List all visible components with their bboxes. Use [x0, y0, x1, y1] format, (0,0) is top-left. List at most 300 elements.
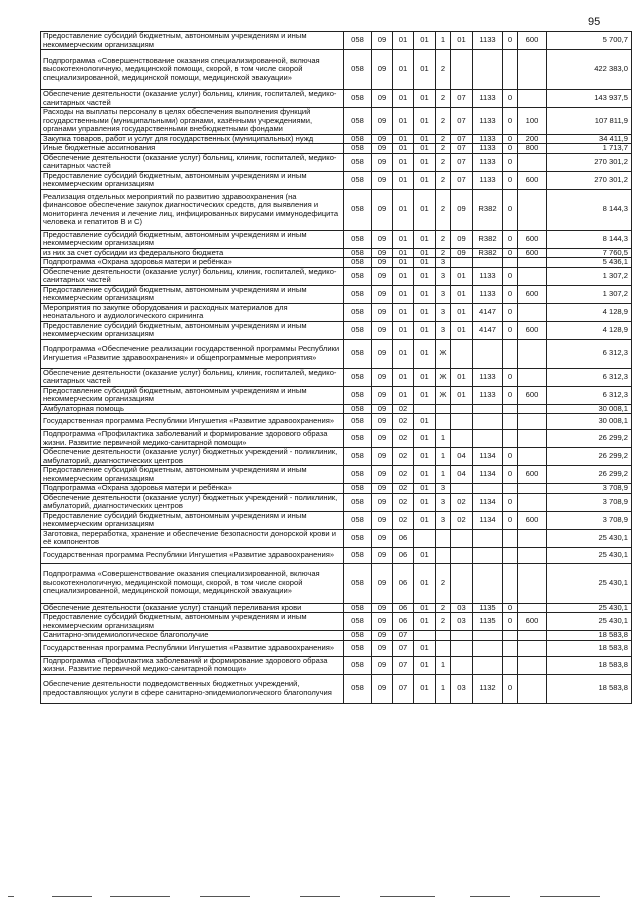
row-razdel: 09: [372, 267, 393, 285]
row-ved: 058: [344, 511, 372, 529]
row-direction: 1133: [473, 90, 503, 108]
row-sum: 270 301,2: [547, 153, 632, 171]
row-subprogram: 1: [436, 466, 451, 484]
row-name: Предоставление субсидий бюджетным, автономным учреждениям и иным некоммерческим организациям: [41, 171, 344, 189]
row-razdel: 09: [372, 404, 393, 414]
row-expense-type: [518, 414, 547, 430]
row-razdel: 09: [372, 248, 393, 258]
row-name: Предоставление субсидий бюджетным, автономным учреждениям и иным некоммерческим организациям: [41, 321, 344, 339]
row-expense-type: [518, 563, 547, 603]
row-sum: 107 811,9: [547, 108, 632, 135]
row-subprogram: 2: [436, 189, 451, 230]
row-program: 01: [414, 321, 436, 339]
table-row: [41, 547, 632, 563]
row-direction: [473, 50, 503, 90]
row-direction-suffix: 0: [503, 267, 518, 285]
row-name: Закупка товаров, работ и услуг для государственных (муниципальных) нужд: [41, 134, 344, 144]
row-main-event: 04: [451, 448, 473, 466]
row-main-event: 03: [451, 613, 473, 631]
page-number: 95: [588, 16, 601, 28]
row-sum: 4 128,9: [547, 321, 632, 339]
row-main-event: [451, 563, 473, 603]
row-program: 01: [414, 50, 436, 90]
row-podrazdel: 01: [393, 108, 414, 135]
row-name: Предоставление субсидий бюджетным, автономным учреждениям и иным некоммерческим организациям: [41, 511, 344, 529]
table-row: [41, 529, 632, 547]
row-direction-suffix: [503, 631, 518, 641]
row-program: 01: [414, 386, 436, 404]
row-direction-suffix: 0: [503, 144, 518, 154]
table-row: [41, 631, 632, 641]
row-expense-type: [518, 153, 547, 171]
row-expense-type: 600: [518, 32, 547, 50]
row-direction-suffix: [503, 430, 518, 448]
footer-dash: [8, 896, 14, 897]
row-expense-type: 100: [518, 108, 547, 135]
table-row: [41, 134, 632, 144]
row-podrazdel: 06: [393, 613, 414, 631]
row-name: Реализация отдельных мероприятий по развитию здравоохранения (на финансовое обеспечение закупок диагностических средств, для выявления и мониторинга лечения и лечение лиц, инфицированных вирусами иммунодефицита человека и гепатитов В и С): [41, 189, 344, 230]
row-name: Обеспечение деятельности подведомственных бюджетных учреждений, предоставляющих услуги в сфере санитарно-эпидемиологического благополучия: [41, 674, 344, 703]
row-name: Обеспечение деятельности (оказание услуг) больниц, клиник, госпиталей, медико-санитарных частей: [41, 267, 344, 285]
row-expense-type: [518, 267, 547, 285]
row-ved: 058: [344, 90, 372, 108]
footer-dash: [52, 896, 92, 897]
row-ved: 058: [344, 258, 372, 268]
row-main-event: 07: [451, 153, 473, 171]
row-name: Обеспечение деятельности (оказание услуг) бюджетных учреждений - поликлиник, амбулаторий, диагностических центров: [41, 493, 344, 511]
row-ved: 058: [344, 368, 372, 386]
row-podrazdel: 01: [393, 267, 414, 285]
row-main-event: 01: [451, 386, 473, 404]
footer-dash: [380, 896, 435, 897]
row-podrazdel: 01: [393, 303, 414, 321]
row-subprogram: [436, 414, 451, 430]
row-expense-type: [518, 258, 547, 268]
row-razdel: 09: [372, 448, 393, 466]
row-direction-suffix: 0: [503, 511, 518, 529]
row-subprogram: Ж: [436, 386, 451, 404]
table-row: [41, 153, 632, 171]
row-direction-suffix: [503, 656, 518, 674]
row-podrazdel: 02: [393, 414, 414, 430]
row-subprogram: 2: [436, 108, 451, 135]
row-podrazdel: 02: [393, 511, 414, 529]
row-direction-suffix: [503, 563, 518, 603]
row-direction-suffix: 0: [503, 466, 518, 484]
row-expense-type: 800: [518, 144, 547, 154]
row-razdel: 09: [372, 90, 393, 108]
row-razdel: 09: [372, 613, 393, 631]
row-name: Государственная программа Республики Ингушетия «Развитие здравоохранения»: [41, 414, 344, 430]
row-direction: 1134: [473, 448, 503, 466]
row-expense-type: 600: [518, 285, 547, 303]
row-name: Амбулаторная помощь: [41, 404, 344, 414]
row-program: 01: [414, 563, 436, 603]
row-subprogram: 2: [436, 144, 451, 154]
footer-dash: [110, 896, 170, 897]
row-direction: 1132: [473, 674, 503, 703]
row-razdel: 09: [372, 529, 393, 547]
table-row: [41, 430, 632, 448]
row-program: 01: [414, 640, 436, 656]
row-sum: 1 307,2: [547, 267, 632, 285]
row-razdel: 09: [372, 466, 393, 484]
row-direction-suffix: [503, 547, 518, 563]
table-row: [41, 603, 632, 613]
row-podrazdel: 02: [393, 404, 414, 414]
row-direction-suffix: [503, 50, 518, 90]
row-program: 01: [414, 267, 436, 285]
row-sum: 25 430,1: [547, 547, 632, 563]
row-main-event: [451, 529, 473, 547]
row-program: 01: [414, 153, 436, 171]
table-row: [41, 404, 632, 414]
row-ved: 058: [344, 171, 372, 189]
row-direction: [473, 404, 503, 414]
row-subprogram: [436, 404, 451, 414]
row-program: 01: [414, 134, 436, 144]
row-main-event: 02: [451, 511, 473, 529]
row-direction-suffix: 0: [503, 368, 518, 386]
row-main-event: 01: [451, 321, 473, 339]
row-expense-type: 600: [518, 511, 547, 529]
row-name: Предоставление субсидий бюджетным, автономным учреждениям и иным некоммерческим организациям: [41, 230, 344, 248]
row-direction-suffix: 0: [503, 32, 518, 50]
row-sum: 34 411,9: [547, 134, 632, 144]
row-ved: 058: [344, 529, 372, 547]
row-ved: 058: [344, 230, 372, 248]
row-main-event: [451, 430, 473, 448]
row-program: 01: [414, 448, 436, 466]
row-expense-type: [518, 656, 547, 674]
row-sum: 26 299,2: [547, 448, 632, 466]
row-direction: [473, 563, 503, 603]
row-ved: 058: [344, 656, 372, 674]
row-subprogram: 1: [436, 32, 451, 50]
row-sum: 422 383,0: [547, 50, 632, 90]
row-program: 01: [414, 285, 436, 303]
table-row: [41, 108, 632, 135]
row-program: 01: [414, 466, 436, 484]
row-direction: 1133: [473, 108, 503, 135]
row-sum: 270 301,2: [547, 171, 632, 189]
row-razdel: 09: [372, 32, 393, 50]
row-expense-type: 600: [518, 386, 547, 404]
row-podrazdel: 01: [393, 134, 414, 144]
row-podrazdel: 01: [393, 50, 414, 90]
row-direction: 1133: [473, 144, 503, 154]
row-main-event: 07: [451, 171, 473, 189]
row-subprogram: 3: [436, 267, 451, 285]
row-razdel: 09: [372, 50, 393, 90]
row-podrazdel: 01: [393, 230, 414, 248]
row-ved: 058: [344, 631, 372, 641]
row-program: 01: [414, 493, 436, 511]
row-subprogram: 2: [436, 230, 451, 248]
row-podrazdel: 02: [393, 448, 414, 466]
row-expense-type: [518, 404, 547, 414]
row-direction: 1133: [473, 285, 503, 303]
row-main-event: 01: [451, 32, 473, 50]
table-row: [41, 50, 632, 90]
row-razdel: 09: [372, 171, 393, 189]
row-expense-type: 600: [518, 230, 547, 248]
row-ved: 058: [344, 339, 372, 368]
row-ved: 058: [344, 563, 372, 603]
row-subprogram: 2: [436, 248, 451, 258]
row-ved: 058: [344, 484, 372, 494]
row-expense-type: [518, 547, 547, 563]
row-program: 01: [414, 258, 436, 268]
row-name: Предоставление субсидий бюджетным, автономным учреждениям и иным некоммерческим организациям: [41, 32, 344, 50]
table-row: [41, 386, 632, 404]
row-subprogram: 2: [436, 603, 451, 613]
row-ved: 058: [344, 448, 372, 466]
row-ved: 058: [344, 603, 372, 613]
row-program: 01: [414, 32, 436, 50]
row-main-event: 04: [451, 466, 473, 484]
row-razdel: 09: [372, 230, 393, 248]
row-direction: 1135: [473, 603, 503, 613]
table-row: [41, 674, 632, 703]
row-program: [414, 529, 436, 547]
row-main-event: 02: [451, 493, 473, 511]
row-sum: 1 713,7: [547, 144, 632, 154]
footer-dashes: [0, 895, 640, 899]
row-podrazdel: 02: [393, 466, 414, 484]
row-direction: [473, 640, 503, 656]
row-sum: 18 583,8: [547, 674, 632, 703]
row-expense-type: [518, 448, 547, 466]
row-direction-suffix: 0: [503, 153, 518, 171]
row-sum: 26 299,2: [547, 430, 632, 448]
row-sum: 25 430,1: [547, 613, 632, 631]
row-sum: 1 307,2: [547, 285, 632, 303]
row-main-event: 03: [451, 603, 473, 613]
row-main-event: [451, 547, 473, 563]
row-main-event: 03: [451, 674, 473, 703]
row-expense-type: 600: [518, 248, 547, 258]
row-program: 01: [414, 613, 436, 631]
table-row: [41, 339, 632, 368]
row-ved: 058: [344, 134, 372, 144]
row-program: 01: [414, 368, 436, 386]
row-direction-suffix: 0: [503, 285, 518, 303]
row-sum: 7 760,5: [547, 248, 632, 258]
row-name: Санитарно-эпидемиологическое благополучие: [41, 631, 344, 641]
row-name: Подпрограмма «Охрана здоровья матери и ребёнка»: [41, 484, 344, 494]
row-expense-type: [518, 50, 547, 90]
row-program: 01: [414, 547, 436, 563]
row-expense-type: [518, 303, 547, 321]
row-direction-suffix: 0: [503, 230, 518, 248]
row-sum: 5 436,1: [547, 258, 632, 268]
row-sum: 25 430,1: [547, 603, 632, 613]
row-direction: R382: [473, 189, 503, 230]
row-direction-suffix: [503, 339, 518, 368]
row-ved: 058: [344, 189, 372, 230]
row-direction-suffix: 0: [503, 189, 518, 230]
row-sum: 18 583,8: [547, 631, 632, 641]
row-name: Подпрограмма «Совершенствование оказания специализированной, включая высокотехнологичную, медицинской помощи, скорой, в том числе скорой специализированной, медицинской помощи, медицинской эвакуации»: [41, 563, 344, 603]
row-program: 01: [414, 656, 436, 674]
row-ved: 058: [344, 267, 372, 285]
row-podrazdel: 06: [393, 547, 414, 563]
table-row: [41, 656, 632, 674]
row-sum: 3 708,9: [547, 484, 632, 494]
row-direction-suffix: 0: [503, 493, 518, 511]
row-name: Мероприятия по закупке оборудования и расходных материалов для неонатального и аудиологического скрининга: [41, 303, 344, 321]
row-podrazdel: 01: [393, 32, 414, 50]
footer-dash: [470, 896, 510, 897]
row-podrazdel: 06: [393, 529, 414, 547]
row-program: [414, 404, 436, 414]
table-row: [41, 303, 632, 321]
row-direction: R382: [473, 248, 503, 258]
row-program: 01: [414, 339, 436, 368]
table-row: [41, 493, 632, 511]
row-razdel: 09: [372, 153, 393, 171]
row-subprogram: [436, 631, 451, 641]
row-main-event: 07: [451, 144, 473, 154]
row-name: Расходы на выплаты персоналу в целях обеспечения выполнения функций государственными (муниципальными) органами, казёнными учреждениями, органами управления государственными внебюджетными фондами: [41, 108, 344, 135]
row-razdel: 09: [372, 134, 393, 144]
row-razdel: 09: [372, 368, 393, 386]
row-direction: [473, 339, 503, 368]
row-main-event: [451, 631, 473, 641]
row-name: Подпрограмма «Профилактика заболеваний и формирование здорового образа жизни. Развитие первичной медико-санитарной помощи»: [41, 430, 344, 448]
row-name: Обеспечение деятельности (оказание услуг) станций переливания крови: [41, 603, 344, 613]
row-ved: 058: [344, 285, 372, 303]
row-expense-type: [518, 640, 547, 656]
row-name: Государственная программа Республики Ингушетия «Развитие здравоохранения»: [41, 547, 344, 563]
row-ved: 058: [344, 613, 372, 631]
row-name: Подпрограмма «Охрана здоровья матери и ребёнка»: [41, 258, 344, 268]
row-subprogram: 3: [436, 303, 451, 321]
row-podrazdel: 06: [393, 603, 414, 613]
row-sum: 18 583,8: [547, 656, 632, 674]
table-row: [41, 258, 632, 268]
row-direction: 4147: [473, 321, 503, 339]
row-razdel: 09: [372, 640, 393, 656]
row-main-event: [451, 50, 473, 90]
row-name: Предоставление субсидий бюджетным, автономным учреждениям и иным некоммерческим организациям: [41, 386, 344, 404]
row-main-event: 07: [451, 134, 473, 144]
row-main-event: 01: [451, 285, 473, 303]
row-expense-type: [518, 603, 547, 613]
row-razdel: 09: [372, 258, 393, 268]
row-direction-suffix: 0: [503, 90, 518, 108]
row-direction: [473, 656, 503, 674]
row-sum: 30 008,1: [547, 414, 632, 430]
row-main-event: 01: [451, 303, 473, 321]
row-subprogram: [436, 547, 451, 563]
row-direction-suffix: 0: [503, 171, 518, 189]
row-direction-suffix: 0: [503, 448, 518, 466]
row-subprogram: 2: [436, 153, 451, 171]
row-name: Предоставление субсидий бюджетным, автономным учреждениям и иным некоммерческим организациям: [41, 285, 344, 303]
row-expense-type: 200: [518, 134, 547, 144]
row-expense-type: [518, 493, 547, 511]
row-main-event: [451, 258, 473, 268]
row-podrazdel: 01: [393, 258, 414, 268]
row-subprogram: [436, 529, 451, 547]
row-program: 01: [414, 171, 436, 189]
row-main-event: [451, 414, 473, 430]
row-subprogram: [436, 640, 451, 656]
row-name: Обеспечение деятельности (оказание услуг) бюджетных учреждений - поликлиник, амбулаторий, диагностических центров: [41, 448, 344, 466]
row-podrazdel: 07: [393, 674, 414, 703]
row-razdel: 09: [372, 631, 393, 641]
table-row: [41, 171, 632, 189]
row-name: из них за счет субсидии из федерального бюджета: [41, 248, 344, 258]
row-podrazdel: 02: [393, 484, 414, 494]
row-razdel: 09: [372, 321, 393, 339]
row-ved: 058: [344, 404, 372, 414]
row-subprogram: 3: [436, 321, 451, 339]
row-razdel: 09: [372, 414, 393, 430]
row-subprogram: 2: [436, 90, 451, 108]
row-expense-type: 600: [518, 321, 547, 339]
row-name: Обеспечение деятельности (оказание услуг) больниц, клиник, госпиталей, медико-санитарных частей: [41, 90, 344, 108]
row-podrazdel: 07: [393, 656, 414, 674]
row-sum: 30 008,1: [547, 404, 632, 414]
row-program: 01: [414, 230, 436, 248]
row-direction-suffix: [503, 258, 518, 268]
footer-dash: [300, 896, 340, 897]
row-direction: [473, 414, 503, 430]
row-ved: 058: [344, 144, 372, 154]
row-program: 01: [414, 303, 436, 321]
row-direction: 1133: [473, 368, 503, 386]
row-program: 01: [414, 144, 436, 154]
row-main-event: [451, 339, 473, 368]
row-main-event: 07: [451, 108, 473, 135]
table-row: [41, 511, 632, 529]
table-row: [41, 448, 632, 466]
row-sum: 3 708,9: [547, 493, 632, 511]
row-program: 01: [414, 189, 436, 230]
row-ved: 058: [344, 547, 372, 563]
table-row: [41, 368, 632, 386]
row-direction-suffix: [503, 484, 518, 494]
row-ved: 058: [344, 32, 372, 50]
row-subprogram: 2: [436, 171, 451, 189]
row-direction-suffix: 0: [503, 108, 518, 135]
row-podrazdel: 06: [393, 563, 414, 603]
row-main-event: 01: [451, 368, 473, 386]
row-subprogram: 3: [436, 258, 451, 268]
row-subprogram: Ж: [436, 339, 451, 368]
row-direction: 1135: [473, 613, 503, 631]
row-podrazdel: 02: [393, 430, 414, 448]
row-podrazdel: 01: [393, 285, 414, 303]
row-direction: 1133: [473, 386, 503, 404]
row-sum: 6 312,3: [547, 339, 632, 368]
row-name: Государственная программа Республики Ингушетия «Развитие здравоохранения»: [41, 640, 344, 656]
row-podrazdel: 01: [393, 171, 414, 189]
row-podrazdel: 01: [393, 144, 414, 154]
row-direction: 1134: [473, 493, 503, 511]
row-razdel: 09: [372, 656, 393, 674]
row-ved: 058: [344, 674, 372, 703]
row-main-event: 07: [451, 90, 473, 108]
row-expense-type: [518, 631, 547, 641]
row-direction-suffix: [503, 529, 518, 547]
row-subprogram: 1: [436, 656, 451, 674]
row-main-event: 01: [451, 267, 473, 285]
